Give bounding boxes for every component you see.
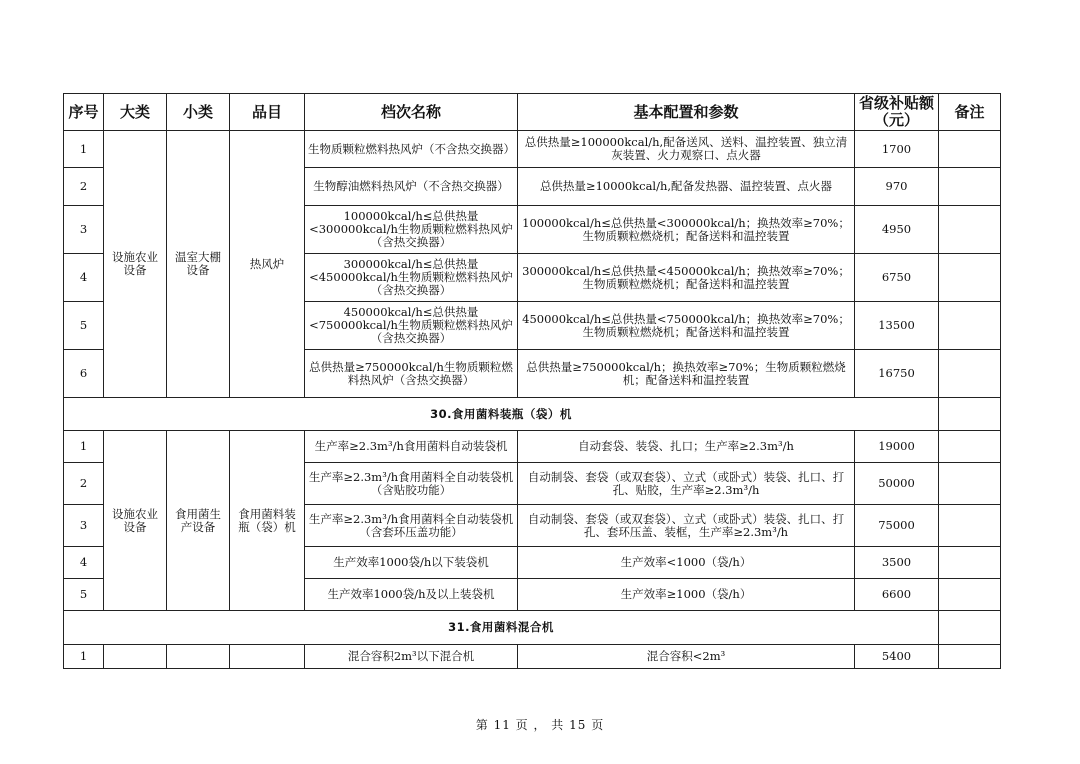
subsidy-cell: 970: [855, 168, 939, 206]
remark-cell: [939, 463, 1001, 505]
subsidy-cell: 50000: [855, 463, 939, 505]
header-grade-name: 档次名称: [305, 94, 518, 131]
page-footer: 第 11 页 ， 共 15 页: [475, 718, 605, 732]
subsidy-cell: 1700: [855, 131, 939, 168]
subsidy-table: [63, 93, 1001, 669]
header-no: 序号: [64, 94, 104, 131]
config-cell: 总供热量≥10000kcal/h,配备发热器、温控装置、点火器: [518, 168, 855, 206]
section-title-30: 30.食用菌料装瓶（袋）机: [64, 398, 939, 431]
row-no: 5: [64, 579, 104, 611]
header-item: 品目: [230, 94, 305, 131]
row-no: 3: [64, 505, 104, 547]
grade-name-cell: 生产率≥2.3m³/h食用菌料自动装袋机: [305, 431, 518, 463]
subcategory-cell: [167, 645, 230, 669]
grade-name-cell: 450000kcal/h≤总供热量<750000kcal/h生物质颗粒燃料热风炉（含热交换器）: [305, 302, 518, 350]
grade-name-cell: 混合容积2m³以下混合机: [305, 645, 518, 669]
remark-cell: [939, 131, 1001, 168]
item-cell: 热风炉: [230, 131, 305, 398]
subsidy-cell: 3500: [855, 547, 939, 579]
remark-cell: [939, 645, 1001, 669]
remark-cell: [939, 302, 1001, 350]
category-cell: 设施农业设备: [104, 131, 167, 398]
subsidy-cell: 6600: [855, 579, 939, 611]
row-no: 3: [64, 206, 104, 254]
subsidy-cell: 13500: [855, 302, 939, 350]
remark-cell: [939, 398, 1001, 431]
table-row: [64, 431, 1001, 463]
row-no: 1: [64, 131, 104, 168]
table-row: [64, 131, 1001, 168]
subsidy-cell: 75000: [855, 505, 939, 547]
header-remark: 备注: [939, 94, 1001, 131]
config-cell: 自动套袋、装袋、扎口；生产率≥2.3m³/h: [518, 431, 855, 463]
remark-cell: [939, 168, 1001, 206]
header-category: 大类: [104, 94, 167, 131]
subcategory-cell: 温室大棚设备: [167, 131, 230, 398]
row-no: 6: [64, 350, 104, 398]
remark-cell: [939, 254, 1001, 302]
config-cell: 100000kcal/h≤总供热量<300000kcal/h；换热效率≥70%；生物质颗粒燃烧机；配备送料和温控装置: [518, 206, 855, 254]
header-subcategory: 小类: [167, 94, 230, 131]
category-cell: 设施农业设备: [104, 431, 167, 611]
row-no: 2: [64, 463, 104, 505]
config-cell: 450000kcal/h≤总供热量<750000kcal/h；换热效率≥70%；生物质颗粒燃烧机；配备送料和温控装置: [518, 302, 855, 350]
header-row: [64, 94, 1001, 131]
header-config: 基本配置和参数: [518, 94, 855, 131]
remark-cell: [939, 611, 1001, 645]
subsidy-cell: 16750: [855, 350, 939, 398]
grade-name-cell: 生物醇油燃料热风炉（不含热交换器）: [305, 168, 518, 206]
config-cell: 生产效率≥1000（袋/h）: [518, 579, 855, 611]
row-no: 5: [64, 302, 104, 350]
item-cell: 食用菌料装瓶（袋）机: [230, 431, 305, 611]
row-no: 1: [64, 645, 104, 669]
subsidy-cell: 4950: [855, 206, 939, 254]
section-title-31: 31.食用菌料混合机: [64, 611, 939, 645]
config-cell: 总供热量≥100000kcal/h,配备送风、送料、温控装置、独立清灰装置、火力观察口、点火器: [518, 131, 855, 168]
config-cell: 自动制袋、套袋（或双套袋）、立式（或卧式）装袋、扎口、打孔、套环压盖、装框，生产率≥2.3m³/h: [518, 505, 855, 547]
config-cell: 总供热量≥750000kcal/h；换热效率≥70%；生物质颗粒燃烧机；配备送料和温控装置: [518, 350, 855, 398]
grade-name-cell: 生产率≥2.3m³/h食用菌料全自动装袋机（含贴胶功能）: [305, 463, 518, 505]
remark-cell: [939, 547, 1001, 579]
row-no: 1: [64, 431, 104, 463]
config-cell: 混合容积<2m³: [518, 645, 855, 669]
grade-name-cell: 生产率≥2.3m³/h食用菌料全自动装袋机（含套环压盖功能）: [305, 505, 518, 547]
grade-name-cell: 生物质颗粒燃料热风炉（不含热交换器）: [305, 131, 518, 168]
subsidy-cell: 6750: [855, 254, 939, 302]
config-cell: 300000kcal/h≤总供热量<450000kcal/h；换热效率≥70%；生物质颗粒燃烧机；配备送料和温控装置: [518, 254, 855, 302]
table-row: [64, 645, 1001, 669]
category-cell: [104, 645, 167, 669]
grade-name-cell: 生产效率1000袋/h及以上装袋机: [305, 579, 518, 611]
remark-cell: [939, 431, 1001, 463]
header-subsidy: 省级补贴额（元）: [855, 94, 939, 131]
grade-name-cell: 总供热量≥750000kcal/h生物质颗粒燃料热风炉（含热交换器）: [305, 350, 518, 398]
remark-cell: [939, 206, 1001, 254]
remark-cell: [939, 579, 1001, 611]
grade-name-cell: 300000kcal/h≤总供热量<450000kcal/h生物质颗粒燃料热风炉（含热交换器）: [305, 254, 518, 302]
grade-name-cell: 100000kcal/h≤总供热量<300000kcal/h生物质颗粒燃料热风炉（含热交换器）: [305, 206, 518, 254]
subsidy-cell: 19000: [855, 431, 939, 463]
config-cell: 自动制袋、套袋（或双套袋）、立式（或卧式）装袋、扎口、打孔、贴胶，生产率≥2.3m³/h: [518, 463, 855, 505]
row-no: 4: [64, 254, 104, 302]
remark-cell: [939, 350, 1001, 398]
config-cell: 生产效率<1000（袋/h）: [518, 547, 855, 579]
subcategory-cell: 食用菌生产设备: [167, 431, 230, 611]
grade-name-cell: 生产效率1000袋/h以下装袋机: [305, 547, 518, 579]
section-row: [64, 398, 1001, 431]
section-row: [64, 611, 1001, 645]
row-no: 2: [64, 168, 104, 206]
row-no: 4: [64, 547, 104, 579]
subsidy-cell: 5400: [855, 645, 939, 669]
item-cell: [230, 645, 305, 669]
remark-cell: [939, 505, 1001, 547]
